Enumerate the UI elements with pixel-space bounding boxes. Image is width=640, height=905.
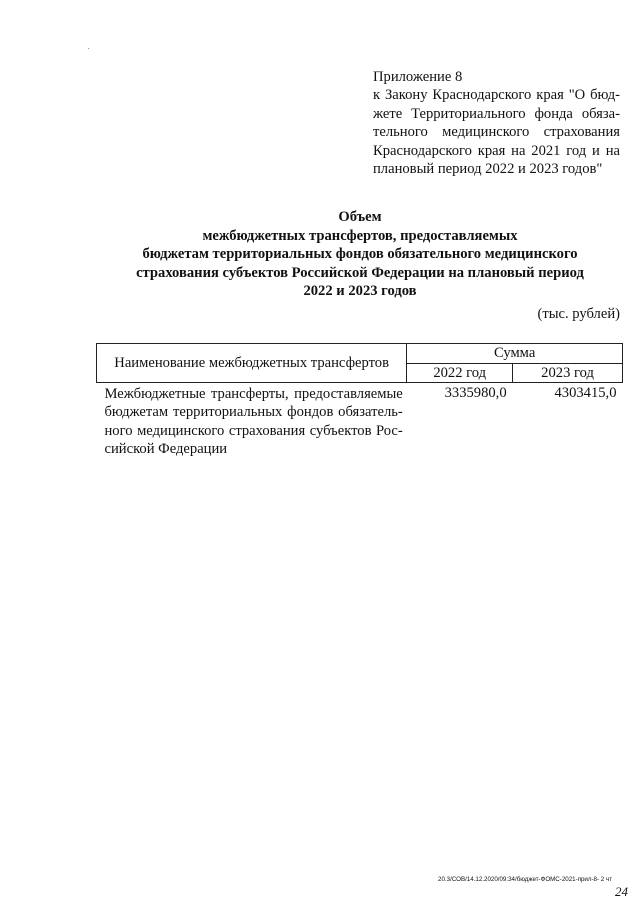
title-line: страхования субъектов Российской Федерации на плановый период	[136, 264, 584, 281]
annex-line: к Закону Краснодарского края "О бюд-	[373, 87, 620, 104]
title-line: межбюджетных трансфертов, предоставляемых	[202, 227, 518, 244]
annex-line: плановый период 2022 и 2023 годов"	[373, 161, 603, 178]
document-title	[100, 208, 620, 301]
title-line: бюджетам территориальных фондов обязательного медицинского	[142, 246, 578, 263]
title-line: Объем	[338, 209, 382, 225]
header-year-2022: 2022 год	[407, 364, 513, 383]
header-name-cell: Наименование межбюджетных трансфертов	[97, 344, 407, 383]
title-line: 2022 и 2023 годов	[303, 283, 417, 300]
units-label: (тыс. рублей)	[537, 306, 620, 322]
value-2022-cell: 3335980,0	[444, 385, 507, 401]
annex-line: тельного медицинского страхования	[373, 124, 620, 141]
row-name-line: бюджетам территориальных фондов обязатель-	[104, 404, 403, 421]
table-header-row	[97, 344, 623, 364]
table-row	[97, 383, 623, 459]
row-name-line: сийской Федерации	[104, 441, 228, 458]
handwritten-page-number: 24	[615, 884, 628, 899]
row-name-line: Межбюджетные трансферты, предоставляемые	[104, 386, 403, 402]
header-sum-cell: Сумма	[407, 344, 623, 364]
row-name-cell	[97, 383, 407, 459]
annex-header	[373, 68, 620, 178]
row-name-line: ного медицинского страхования субъектов Рос-	[104, 422, 403, 439]
scan-speck	[88, 48, 89, 49]
annex-line: Приложение 8	[373, 69, 463, 85]
transfers-table	[96, 343, 623, 459]
document-footer-code: 20.3/СОВ/14.12.2020/09:34/бюджет-ФОМС-2021-прил-8- 2 чт	[438, 876, 612, 883]
header-year-2023: 2023 год	[513, 364, 623, 383]
annex-line: Краснодарского края на 2021 год и на	[373, 142, 620, 159]
value-2023-cell: 4303415,0	[554, 385, 617, 401]
annex-line: жете Территориального фонда обяза-	[373, 105, 620, 122]
